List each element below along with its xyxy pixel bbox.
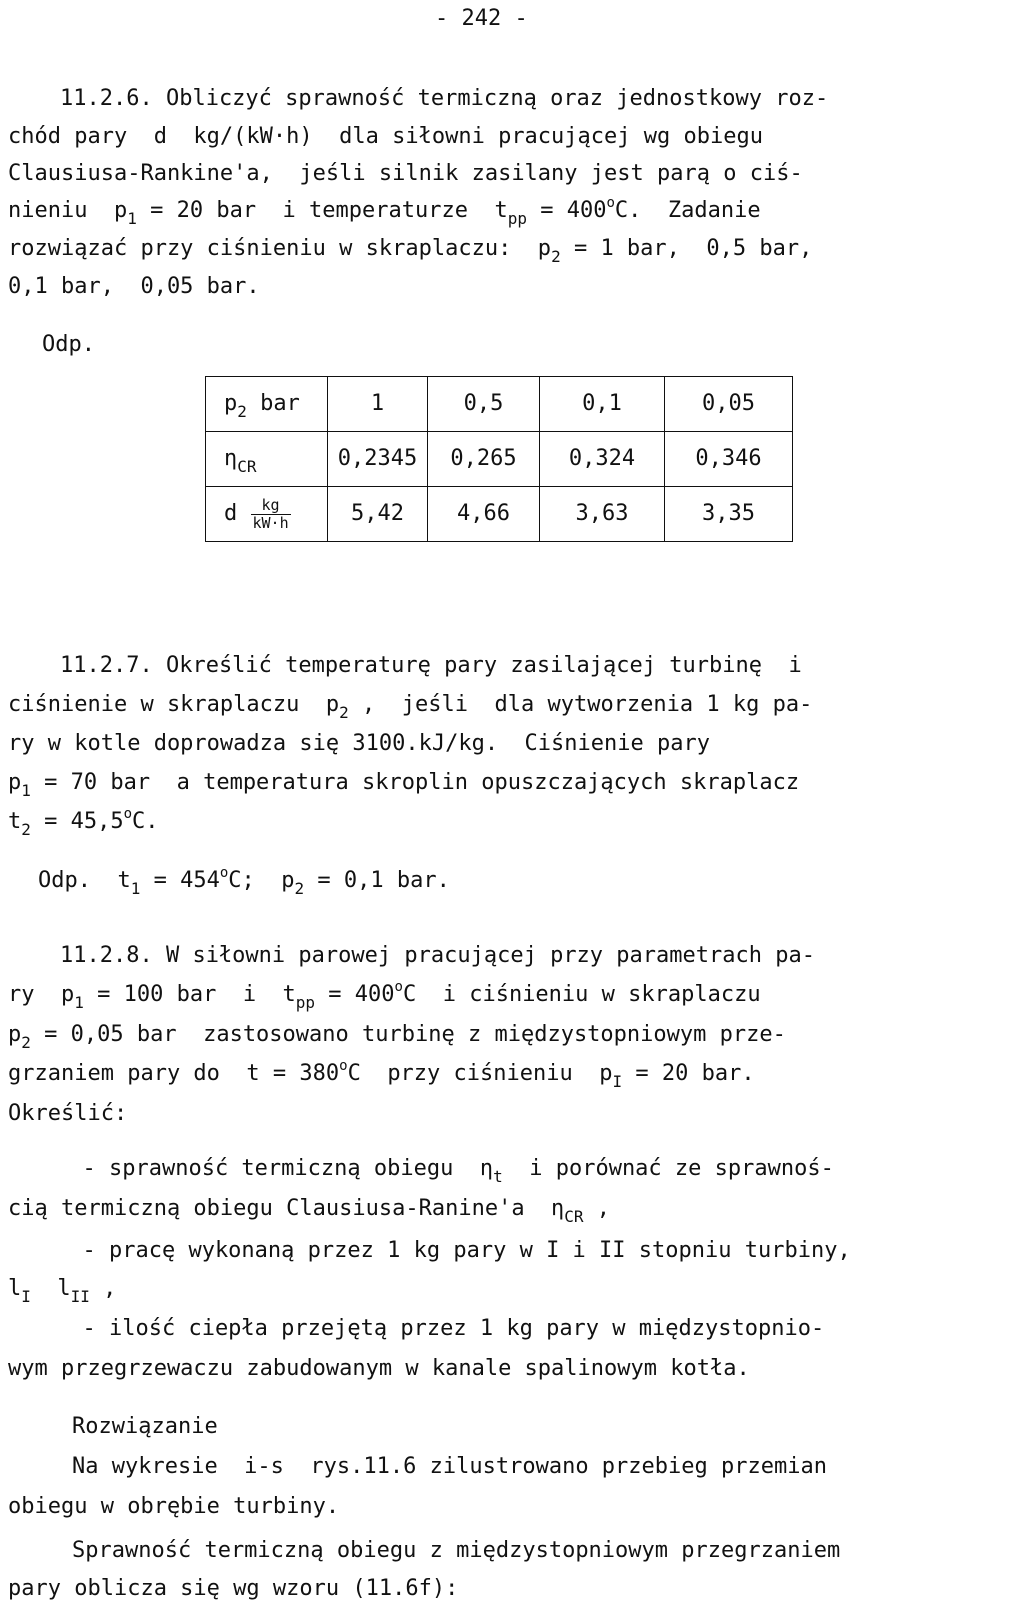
unit-fraction: $\frac{kg}{kW\cdot h}$	[252, 496, 289, 532]
table-cell: 4,66	[428, 487, 540, 542]
table-row	[206, 487, 793, 542]
problem-11-2-8-line-11: wym przegrzewaczu zabudowanym w kanale spalinowym kotła.	[8, 1356, 750, 1381]
problem-11-2-7-line-4: $p_1 = 70$ bar a temperatura skroplin opuszczających skraplacz	[8, 770, 800, 800]
table-header-d: d $\frac{kg}{kW\cdot h}$	[206, 487, 328, 542]
table-cell: 5,42	[328, 487, 428, 542]
problem-11-2-8-line-13: Na wykresie i-s rys.11.6 zilustrowano przebieg przemian	[72, 1454, 827, 1479]
problem-11-2-8-line-5: Określić:	[8, 1101, 128, 1126]
table-row	[206, 377, 793, 432]
answer-label: Odp.	[42, 332, 95, 357]
problem-11-2-7-line-1: 11.2.7. Określić temperaturę pary zasilającej turbinę i	[60, 653, 802, 678]
problem-11-2-8-line-2: ry $p_1 = 100$ bar i $t_{pp} = 400^oC$ i ciśnieniu w skraplaczu	[8, 979, 761, 1012]
table-cell: 0,265	[428, 432, 540, 487]
table-cell: 0,1	[540, 377, 665, 432]
problem-11-2-8-line-16: pary oblicza się wg wzoru (11.6f):	[8, 1576, 459, 1601]
table-cell: 3,63	[540, 487, 665, 542]
problem-11-2-8-line-9: $l_I$ $l_{II}$ ,	[8, 1276, 117, 1306]
table-cell: 0,2345	[328, 432, 428, 487]
problem-11-2-6-line-4: nieniu $p_1 = 20$ bar i temperaturze $t_{pp} = 400^oC$. Zadanie	[8, 195, 761, 228]
problem-11-2-8-line-10: - ilość ciepła przejętą przez 1 kg pary w międzystopnio-	[56, 1316, 825, 1341]
table-row	[206, 432, 793, 487]
problem-11-2-8-line-8: - pracę wykonaną przez 1 kg pary w I i II stopniu turbiny,	[56, 1238, 851, 1263]
problem-11-2-7-answer: Odp. $t_1 = 454^oC$; $p_2 = 0,1$ bar.	[38, 865, 450, 898]
problem-11-2-8-line-7: cią termiczną obiegu Clausiusa-Ranine'a $\eta_{CR}$ ,	[8, 1196, 611, 1226]
problem-11-2-8-line-4: grzaniem pary do $t = 380^oC$ przy ciśnieniu $p_I = 20$ bar.	[8, 1058, 755, 1091]
table-cell: 1	[328, 377, 428, 432]
table-header-p2: $p_2$ bar	[206, 377, 328, 432]
table-cell: 0,346	[665, 432, 793, 487]
problem-11-2-8-line-15: Sprawność termiczną obiegu z międzystopniowym przegrzaniem	[72, 1538, 841, 1563]
table-cell: 0,05	[665, 377, 793, 432]
problem-11-2-6-line-6: 0,1 bar, 0,05 bar.	[8, 274, 260, 299]
problem-11-2-8-line-3: $p_2 = 0,05$ bar zastosowano turbinę z międzystopniowym prze-	[8, 1022, 786, 1052]
problem-11-2-7-line-3: ry w kotle doprowadza się 3100.kJ/kg. Ciśnienie pary	[8, 731, 710, 756]
problem-11-2-7-line-2: ciśnienie w skraplaczu $p_2$ , jeśli dla wytworzenia 1 kg pa-	[8, 692, 813, 722]
table-cell: 0,5	[428, 377, 540, 432]
problem-11-2-8-line-1: 11.2.8. W siłowni parowej pracującej przy parametrach pa-	[60, 943, 815, 968]
page-number: - 242 -	[435, 6, 528, 31]
problem-11-2-6-line-3: Clausiusa-Rankine'a, jeśli silnik zasilany jest parą o ciś-	[8, 161, 803, 186]
problem-11-2-7-line-5: $t_2 = 45,5^oC$.	[8, 806, 159, 839]
table-cell: 3,35	[665, 487, 793, 542]
problem-11-2-8-line-6: - sprawność termiczną obiegu $\eta_t$ i porównać ze sprawnoś-	[56, 1156, 834, 1186]
table-header-eta-cr: $\eta_{CR}$	[206, 432, 328, 487]
results-table	[205, 376, 793, 542]
problem-11-2-6-line-5: rozwiązać przy ciśnieniu w skraplaczu: $p_2 = 1$ bar, 0,5 bar,	[8, 236, 813, 266]
table-cell: 0,324	[540, 432, 665, 487]
solution-heading: Rozwiązanie	[72, 1414, 218, 1439]
problem-11-2-8-line-14: obiegu w obrębie turbiny.	[8, 1494, 340, 1519]
problem-11-2-6-line-1: 11.2.6. Obliczyć sprawność termiczną oraz jednostkowy roz-	[60, 86, 829, 111]
problem-11-2-6-line-2: chód pary d kg/(kW·h) dla siłowni pracującej wg obiegu	[8, 124, 763, 149]
